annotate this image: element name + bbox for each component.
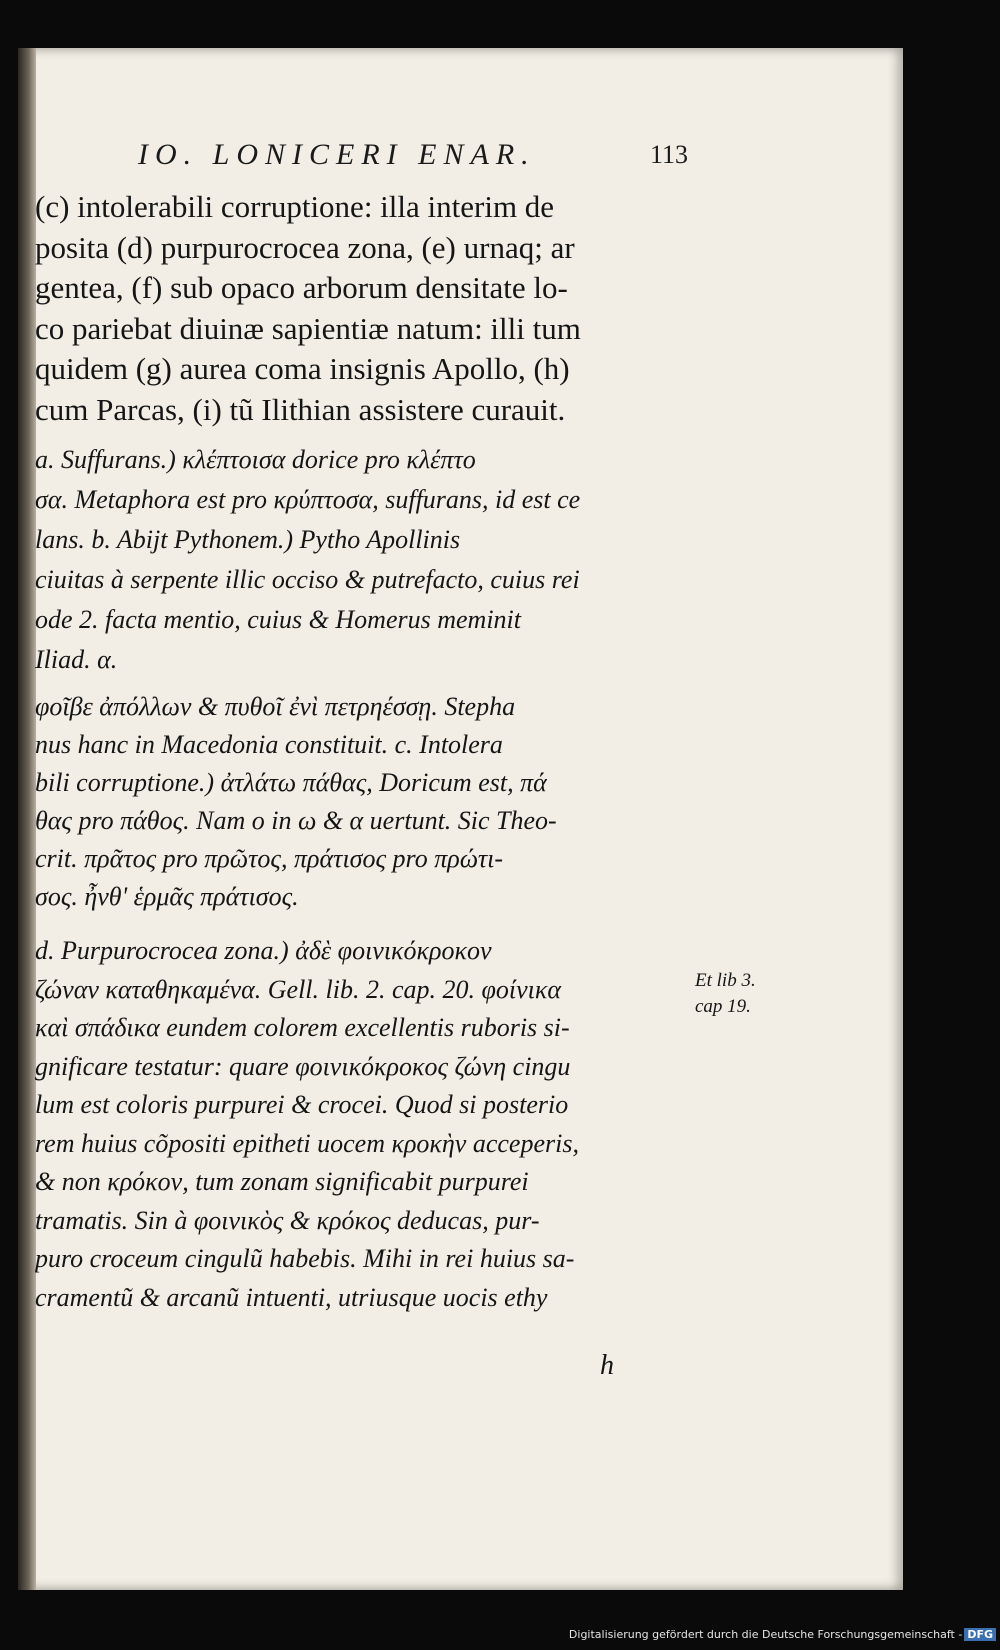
note-line: bili corruptione.) ἀτλάτω πάθας, Doricum est, πά [35,768,547,797]
main-text-line: cum Parcas, (i) tũ Ilithian assistere curauit. [35,391,566,427]
note-line: nus hanc in Macedonia constituit. c. Intolera [35,730,503,759]
note-line: lum est coloris purpurei & crocei. Quod si posterio [35,1090,569,1119]
dfg-logo: DFG [964,1628,996,1641]
main-text-line: gentea, (f) sub opaco arborum densitate lo- [35,270,568,305]
book-spine [18,48,36,1590]
footer-text: Digitalisierung gefördert durch die Deutsche Forschungsgemeinschaft - [568,1628,963,1641]
main-text-block [35,187,690,430]
note-line: crit. πρᾶτος pro πρῶτος, πράτισος pro πρώτι- [35,844,504,873]
note-line: lans. b. Abijt Pythonem.) Pytho Apollinis [35,525,461,554]
note-line: σα. Metaphora est pro κρύπτοσα, suffurans, id est ce [35,485,581,514]
commentary-note-a [35,440,695,680]
note-line: ode 2. facta mentio, cuius & Homerus meminit [35,605,521,634]
note-line: rem huius cõpositi epitheti uocem κροκὴν acceperis, [35,1128,579,1158]
note-line: φοῖβε ἀπόλλων & πυθοῖ ἐνὶ πετρηέσσῃ. Stepha [35,692,516,721]
note-line: d. Purpurocrocea zona.) ἀδὲ φοινικόκροκον [35,936,492,965]
note-line: σος. ἦνθ' ἑρμᾶς πράτισος. [35,882,299,911]
note-line: tramatis. Sin à φοινικὸς & κρόκος deducas, pur- [35,1205,540,1235]
commentary-note-b [35,688,695,916]
note-line: θας pro πάθος. Nam ο in ω & α uertunt. Sic Theo- [35,806,557,835]
signature-mark: h [600,1350,614,1381]
note-line: cramentũ & arcanũ intuenti, utriusque uocis ethy [35,1282,548,1312]
note-line: & non κρόκον, tum zonam significabit purpurei [35,1167,529,1196]
main-text-line: co pariebat diuinæ sapientiæ natum: illi tum [35,310,581,346]
note-line: a. Suffurans.) κλέπτοισα dorice pro κλέπτο [35,445,476,474]
commentary-note-c [35,932,695,1317]
note-line: ζώναν καταθηκαμένα. Gell. lib. 2. cap. 20. φοίνικα [35,974,562,1004]
margin-note [695,968,785,1020]
note-line: καὶ σπάδικα eundem colorem excellentis ruboris si- [35,1013,570,1042]
margin-note-line: Et lib 3. [695,970,756,991]
note-line: gnificare testatur: quare φοινικόκροκος ζώνη cingu [35,1051,571,1081]
main-text-line: quidem (g) aurea coma insignis Apollo, (h) [35,351,570,386]
note-line: puro croceum cingulũ habebis. Mihi in rei huius sa- [35,1244,575,1273]
note-line: Iliad. α. [35,645,118,674]
note-line: ciuitas à serpente illic occiso & putrefacto, cuius rei [35,565,580,594]
footer-credit [0,1628,1000,1650]
running-header: IO. LONICERI ENAR. [138,138,536,171]
page-number: 113 [650,140,689,169]
main-text-line: (c) intolerabili corruptione: illa interim de [35,189,555,224]
margin-note-line: cap 19. [695,996,751,1017]
main-text-line: posita (d) purpurocrocea zona, (e) urnaq; ar [35,229,575,265]
